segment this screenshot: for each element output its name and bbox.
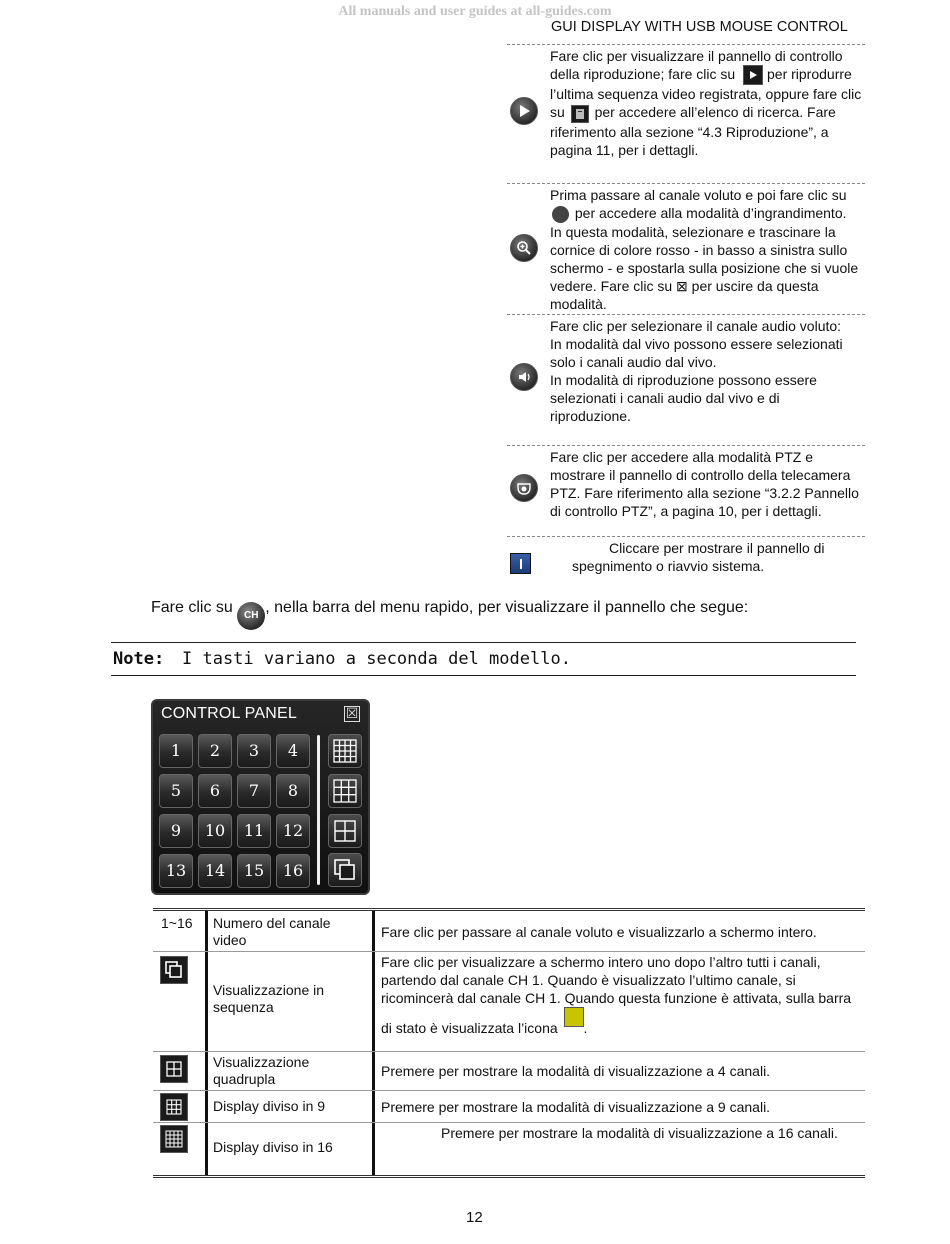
note-text: I tasti variano a seconda del modello.: [182, 649, 571, 669]
quad-view-icon: [160, 1055, 188, 1083]
split-9-button[interactable]: [328, 774, 362, 808]
sequence-icon: [160, 956, 188, 984]
control-panel-title: CONTROL PANEL: [161, 705, 297, 722]
play-icon: [510, 97, 538, 125]
split-16-icon: [160, 1125, 188, 1153]
ch-text-suffix: , nella barra del menu rapido, per visualizzare il pannello che segue:: [265, 599, 749, 616]
channel-13-button[interactable]: 13: [159, 854, 193, 888]
row-description-cont: Quando questa funzione è attivata, sulla barra di stato è visualizzata l’icona: [381, 990, 852, 1036]
channel-8-button[interactable]: 8: [276, 774, 310, 808]
desc-row-zoom: [507, 183, 865, 314]
channel-4-button[interactable]: 4: [276, 734, 310, 768]
row-description-end: .: [583, 1020, 588, 1036]
desc-text-ptz: Fare clic per accedere alla modalità PTZ e mostrare il pannello di controllo della telecamera PTZ. Fare riferimento alla sezione “3.2.2 Pannello di controllo PTZ”, a pagina 10, per i dettagli.: [550, 449, 859, 519]
row-description: Premere per mostrare la modalità di visualizzazione a 4 canali.: [381, 1063, 771, 1079]
split-9-icon: [160, 1093, 188, 1121]
channel-6-button[interactable]: 6: [198, 774, 232, 808]
channel-2-button[interactable]: 2: [198, 734, 232, 768]
ch-instruction: [151, 599, 748, 630]
desc-text-power: Cliccare per mostrare il pannello di spegnimento o riavvio sistema.: [572, 540, 825, 574]
table-row: [153, 951, 865, 1051]
sequence-icon: [334, 859, 356, 881]
audio-icon: [510, 363, 538, 391]
channel-1-button[interactable]: 1: [159, 734, 193, 768]
close-icon[interactable]: ☒: [345, 705, 359, 721]
desc-text-zoom-b: per accedere alla modalità d’ingrandimento. In questa modalità, selezionare e trascinare la cornice di colore rosso - in basso a sinistra sullo schermo - e spostarla sulla posizione che si vuole vedere. Fare clic su ⊠ per uscire da questa modalità.: [550, 205, 859, 312]
channel-3-button[interactable]: 3: [237, 734, 271, 768]
desc-row-playback: [507, 44, 865, 183]
watermark: All manuals and user guides at all-guides.com: [338, 4, 612, 19]
row-name: Numero del canale video: [213, 915, 331, 948]
split-16-icon: [333, 739, 357, 763]
desc-row-audio: [507, 314, 865, 445]
zoom-icon: [510, 234, 538, 262]
channel-9-button[interactable]: 9: [159, 814, 193, 848]
desc-text-audio: Fare clic per selezionare il canale audio voluto: In modalità dal vivo possono essere selezionati solo i canali audio dal vivo. In modalità di riproduzione possono essere selezionati i canali audio dal vivo e di riproduzione.: [550, 318, 843, 424]
channel-12-button[interactable]: 12: [276, 814, 310, 848]
ch-text-prefix: Fare clic su: [151, 599, 233, 616]
split-9-icon: [333, 779, 357, 803]
row-name: Display diviso in 9: [213, 1098, 326, 1114]
desc-text-playback-c: per accedere all’elenco di ricerca. Fare riferimento alla sezione “4.3 Riproduzione”, a pagina 11, per i dettagli.: [550, 104, 836, 158]
sequence-status-icon: [564, 1007, 584, 1027]
row-description: Premere per mostrare la modalità di visualizzazione a 16 canali.: [441, 1125, 838, 1141]
split-16-button[interactable]: [328, 734, 362, 768]
search-list-icon: [571, 105, 589, 123]
desc-text-playback-b: per riprodurre l’ultima sequenza video registrata, oppure fare clic su: [550, 66, 862, 121]
row-description: Fare clic per visualizzare a schermo intero uno dopo l’altro tutti i canali, partendo dal canale CH 1. Quando è visualizzato l’ultimo canale, si ricomincerà dal canale CH 1.: [381, 954, 821, 1006]
desc-row-power: [507, 536, 865, 577]
channel-16-button[interactable]: 16: [276, 854, 310, 888]
row-name: Visualizzazione in sequenza: [213, 982, 325, 1015]
quad-view-icon: [334, 820, 356, 842]
ptz-camera-icon: [510, 474, 538, 502]
desc-text-zoom-a: Prima passare al canale voluto e poi fare clic su: [550, 187, 847, 203]
desc-text-playback-a: Fare clic per visualizzare il pannello di controllo della riproduzione; fare clic su: [550, 48, 843, 82]
row-description: Premere per mostrare la modalità di visualizzazione a 9 canali.: [381, 1099, 771, 1115]
divider: [317, 735, 320, 885]
channel-icon: CH: [237, 602, 265, 630]
channel-15-button[interactable]: 15: [237, 854, 271, 888]
table-row: [153, 1051, 865, 1090]
play-button-icon: [743, 65, 763, 85]
channel-10-button[interactable]: 10: [198, 814, 232, 848]
quad-view-button[interactable]: [328, 814, 362, 848]
table-row: [153, 911, 865, 950]
control-panel: [151, 699, 370, 895]
note-label: Note:: [113, 649, 165, 669]
note-box: [111, 642, 856, 676]
row-name: Visualizzazione quadrupla: [213, 1054, 310, 1087]
function-table: [153, 908, 865, 1178]
table-row: [153, 1122, 865, 1176]
page-number: 12: [466, 1209, 483, 1226]
sequence-button[interactable]: [328, 853, 362, 887]
page-header: GUI DISPLAY WITH USB MOUSE CONTROL: [551, 19, 848, 35]
channel-11-button[interactable]: 11: [237, 814, 271, 848]
row-description: Fare clic per passare al canale voluto e visualizzarlo a schermo intero.: [381, 924, 817, 940]
channel-14-button[interactable]: 14: [198, 854, 232, 888]
channel-7-button[interactable]: 7: [237, 774, 271, 808]
power-icon: [510, 553, 531, 574]
desc-row-ptz: [507, 445, 865, 536]
row-name: Display diviso in 16: [213, 1139, 333, 1155]
row-key: 1~16: [161, 915, 193, 931]
table-row: [153, 1090, 865, 1122]
channel-5-button[interactable]: 5: [159, 774, 193, 808]
zoom-small-icon: [552, 206, 569, 223]
